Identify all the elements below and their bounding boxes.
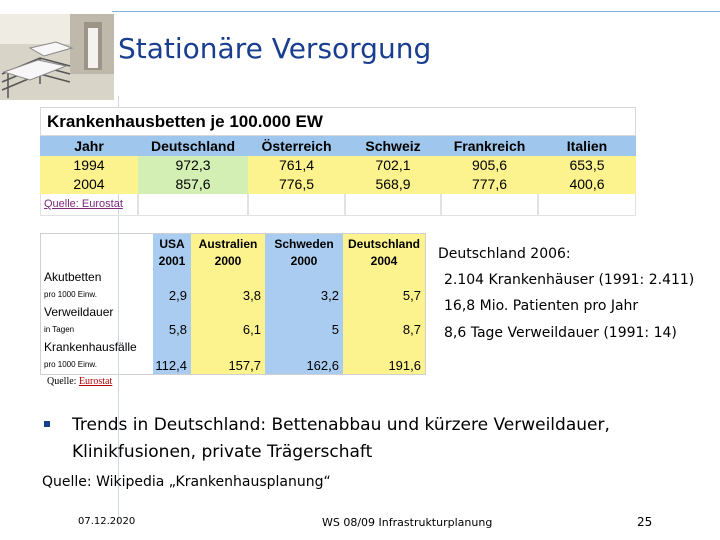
table-cell: 5	[331, 322, 339, 337]
year-header: 2004	[370, 254, 398, 268]
table-grid	[40, 136, 636, 194]
hospital-beds-table	[40, 107, 636, 216]
country-header: Deutschland	[347, 237, 420, 251]
page-title: Stationäre Versorgung	[118, 32, 432, 65]
table-cell: 191,6	[388, 358, 421, 373]
table-footer	[40, 194, 636, 216]
table-cell: 761,4	[248, 156, 345, 175]
row-sublabel: pro 1000 Einw.	[44, 360, 97, 369]
column-usa	[153, 234, 191, 374]
table-cell: 400,6	[538, 175, 636, 194]
footer-course: WS 08/09 Infrastrukturplanung	[322, 516, 493, 529]
column-header: Deutschland	[138, 136, 248, 156]
column-header: Italien	[538, 136, 636, 156]
table-cell: 972,3	[138, 156, 248, 175]
column-header: Österreich	[248, 136, 345, 156]
footer-date: 07.12.2020	[78, 516, 136, 527]
country-header: Australien	[198, 237, 258, 251]
column-header: Schweiz	[345, 136, 441, 156]
year-header: 2001	[158, 254, 186, 268]
table-cell: 653,5	[538, 156, 636, 175]
table-cell: 568,9	[345, 175, 441, 194]
table-cell: 5,7	[402, 288, 421, 303]
source-link[interactable]: Eurostat	[78, 376, 113, 387]
table-cell: 3,2	[320, 288, 339, 303]
info-heading: Deutschland 2006:	[438, 246, 571, 262]
source-prefix: Quelle:	[47, 376, 77, 387]
row-sublabel: in Tagen	[44, 325, 75, 334]
trend-line: Klinikfusionen, private Trägerschaft	[72, 442, 373, 462]
year-header: 2000	[214, 254, 242, 268]
source-note	[47, 376, 112, 387]
column-australien	[191, 234, 265, 374]
international-comparison-table	[40, 233, 426, 375]
row-label: Verweildauer	[44, 305, 114, 319]
table-cell: 5,8	[168, 322, 187, 337]
info-line: 8,6 Tage Verweildauer (1991: 14)	[444, 325, 677, 341]
column-schweden	[265, 234, 343, 374]
table-cell: 1994	[40, 156, 138, 175]
country-header: Schweden	[274, 237, 334, 251]
page-number: 25	[637, 515, 653, 529]
bullet-square-icon	[44, 421, 50, 427]
table-cell: 905,6	[441, 156, 538, 175]
table-cell: 702,1	[345, 156, 441, 175]
country-header: USA	[159, 237, 185, 251]
table-cell: 2,9	[168, 288, 187, 303]
hospital-beds-photo	[0, 14, 114, 100]
year-header: 2000	[290, 254, 318, 268]
info-line: 16,8 Mio. Patienten pro Jahr	[444, 298, 639, 314]
info-line: 2.104 Krankenhäuser (1991: 2.411)	[444, 272, 695, 288]
column-header: Jahr	[40, 136, 138, 156]
source-link[interactable]: Quelle: Eurostat	[44, 198, 123, 210]
table-cell: 8,7	[402, 322, 421, 337]
table-cell: 777,6	[441, 175, 538, 194]
row-sublabel: pro 1000 Einw.	[44, 290, 97, 299]
table-cell: 857,6	[138, 175, 248, 194]
table-title: Krankenhausbetten je 100.000 EW	[40, 107, 636, 136]
row-label: Akutbetten	[44, 270, 102, 284]
wikipedia-source: Quelle: Wikipedia „Krankenhausplanung“	[42, 474, 331, 490]
table-cell: 112,4	[155, 358, 187, 373]
table-cell: 3,8	[242, 288, 261, 303]
column-deutschland	[343, 234, 425, 374]
table-cell: 776,5	[248, 175, 345, 194]
table-cell: 6,1	[242, 322, 261, 337]
trend-text	[72, 412, 692, 466]
table-cell: 2004	[40, 175, 138, 194]
table-cell: 157,7	[228, 358, 261, 373]
row-label: Krankenhausfälle	[44, 340, 137, 354]
trend-line: Trends in Deutschland: Bettenabbau und kürzere Verweildauer,	[72, 415, 610, 435]
top-rule	[112, 11, 720, 12]
table-cell: 162,6	[306, 358, 339, 373]
column-header: Frankreich	[441, 136, 538, 156]
